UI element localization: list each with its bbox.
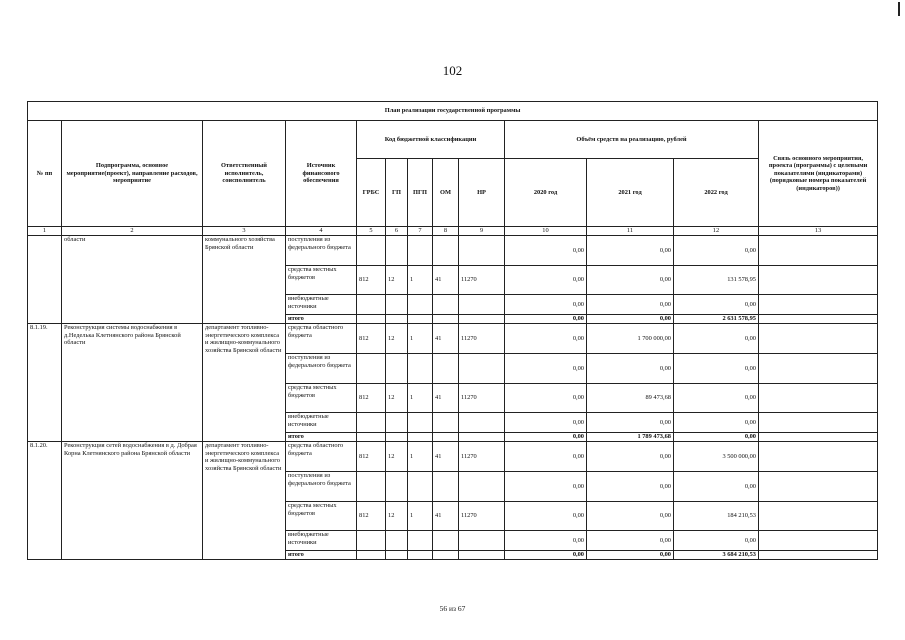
- amount-2022: 0,00: [674, 472, 759, 502]
- code-nr: 11270: [459, 266, 505, 295]
- code-pgp: [408, 413, 433, 433]
- code-grbs: [357, 236, 386, 266]
- amount-2020: 0,00: [505, 472, 587, 502]
- row-number: 8.1.19.: [28, 324, 62, 442]
- indicator-link: [759, 324, 878, 354]
- code-om: 41: [433, 502, 459, 531]
- code-nr: [459, 236, 505, 266]
- funding-source: средства местных бюджетов: [286, 502, 357, 531]
- total-code-cell: [433, 551, 459, 560]
- header-gp: ГП: [386, 159, 408, 227]
- code-pgp: 1: [408, 266, 433, 295]
- amount-2022: 0,00: [674, 236, 759, 266]
- code-om: [433, 236, 459, 266]
- indicator-link: [759, 442, 878, 472]
- indicator-link: [759, 266, 878, 295]
- code-gp: [386, 295, 408, 315]
- code-om: [433, 413, 459, 433]
- total-label: итого: [286, 433, 357, 442]
- funding-source: средства областного бюджета: [286, 442, 357, 472]
- row-number: 8.1.20.: [28, 442, 62, 560]
- code-grbs: [357, 295, 386, 315]
- header-pgp: ПГП: [408, 159, 433, 227]
- funding-source: средства областного бюджета: [286, 324, 357, 354]
- indicator-link: [759, 502, 878, 531]
- total-code-cell: [386, 551, 408, 560]
- amount-2020: 0,00: [505, 413, 587, 433]
- total-code-cell: [357, 433, 386, 442]
- code-nr: 11270: [459, 502, 505, 531]
- funding-source: поступления из федерального бюджета: [286, 354, 357, 384]
- amount-2022: 0,00: [674, 384, 759, 413]
- code-grbs: [357, 413, 386, 433]
- column-number: 7: [408, 227, 433, 236]
- header-grbs: ГРБС: [357, 159, 386, 227]
- total-code-cell: [459, 433, 505, 442]
- funding-source: поступления из федерального бюджета: [286, 472, 357, 502]
- code-om: [433, 295, 459, 315]
- total-2021: 0,00: [587, 315, 674, 324]
- amount-2021: 0,00: [587, 531, 674, 551]
- code-om: [433, 531, 459, 551]
- total-code-cell: [408, 433, 433, 442]
- amount-2020: 0,00: [505, 354, 587, 384]
- code-pgp: [408, 236, 433, 266]
- code-nr: [459, 413, 505, 433]
- code-pgp: [408, 472, 433, 502]
- code-gp: 12: [386, 384, 408, 413]
- total-2021: 0,00: [587, 551, 674, 560]
- amount-2020: 0,00: [505, 442, 587, 472]
- amount-2021: 0,00: [587, 295, 674, 315]
- amount-2021: 89 473,68: [587, 384, 674, 413]
- code-om: 41: [433, 442, 459, 472]
- total-indicator-link: [759, 315, 878, 324]
- responsible-executor: коммунального хозяйства Брянской области: [203, 236, 286, 324]
- amount-2020: 0,00: [505, 324, 587, 354]
- code-gp: 12: [386, 266, 408, 295]
- code-om: [433, 472, 459, 502]
- amount-2020: 0,00: [505, 502, 587, 531]
- page-number: 102: [442, 63, 463, 78]
- amount-2021: 1 700 000,00: [587, 324, 674, 354]
- code-grbs: [357, 354, 386, 384]
- total-label: итого: [286, 551, 357, 560]
- code-gp: [386, 354, 408, 384]
- funding-source: внебюджетные источники: [286, 295, 357, 315]
- total-code-cell: [386, 433, 408, 442]
- table-row: [28, 236, 878, 266]
- code-grbs: 812: [357, 324, 386, 354]
- amount-2021: 0,00: [587, 266, 674, 295]
- measure-name: области: [62, 236, 203, 324]
- scan-edge-mark: [898, 2, 900, 16]
- header-om: ОМ: [433, 159, 459, 227]
- table-title: План реализации государственной программы: [28, 102, 878, 121]
- indicator-link: [759, 384, 878, 413]
- column-number: 3: [203, 227, 286, 236]
- amount-2022: 0,00: [674, 295, 759, 315]
- code-pgp: 1: [408, 324, 433, 354]
- code-nr: 11270: [459, 324, 505, 354]
- total-indicator-link: [759, 551, 878, 560]
- program-plan-table: [27, 101, 878, 560]
- funding-source: внебюджетные источники: [286, 413, 357, 433]
- code-pgp: [408, 354, 433, 384]
- table-row: [28, 324, 878, 354]
- total-code-cell: [459, 315, 505, 324]
- code-nr: [459, 531, 505, 551]
- column-number: 6: [386, 227, 408, 236]
- header-2022: 2022 год: [674, 159, 759, 227]
- indicator-link: [759, 354, 878, 384]
- amount-2021: 0,00: [587, 442, 674, 472]
- table-row: [28, 442, 878, 472]
- column-number: 1: [28, 227, 62, 236]
- total-2022: 3 684 210,53: [674, 551, 759, 560]
- amount-2020: 0,00: [505, 531, 587, 551]
- code-pgp: 1: [408, 384, 433, 413]
- header-2020: 2020 год: [505, 159, 587, 227]
- row-number: [28, 236, 62, 324]
- code-pgp: [408, 295, 433, 315]
- amount-2022: 0,00: [674, 531, 759, 551]
- total-code-cell: [357, 315, 386, 324]
- indicator-link: [759, 295, 878, 315]
- measure-name: Реконструкция системы водоснабжения в д.Неделька Клетнянского района Брянской области: [62, 324, 203, 442]
- total-2022: 2 631 578,95: [674, 315, 759, 324]
- amount-2022: 0,00: [674, 354, 759, 384]
- amount-2021: 0,00: [587, 502, 674, 531]
- code-nr: [459, 295, 505, 315]
- page-footer: 56 из 67: [439, 604, 466, 613]
- responsible-executor: департамент топливно-энергетического комплекса и жилищно-коммунального хозяйства Брянской области: [203, 442, 286, 560]
- code-nr: 11270: [459, 384, 505, 413]
- header-indicator-link: Связь основного мероприятия, проекта (программы) с целевыми показателями (индикаторами) (порядковые номера показателей (индикаторов)): [759, 121, 878, 227]
- total-2021: 1 789 473,68: [587, 433, 674, 442]
- header-name: Подпрограмма, основное мероприятие(проект), направление расходов, мероприятие: [62, 121, 203, 227]
- measure-name: Реконструкция сетей водоснабжения в д. Добрая Корна Клетнянского района Брянской области: [62, 442, 203, 560]
- column-number: 2: [62, 227, 203, 236]
- column-number: 5: [357, 227, 386, 236]
- amount-2021: 0,00: [587, 236, 674, 266]
- indicator-link: [759, 413, 878, 433]
- total-code-cell: [459, 551, 505, 560]
- header-2021: 2021 год: [587, 159, 674, 227]
- indicator-link: [759, 236, 878, 266]
- code-gp: [386, 531, 408, 551]
- code-om: 41: [433, 384, 459, 413]
- total-indicator-link: [759, 433, 878, 442]
- code-grbs: 812: [357, 384, 386, 413]
- amount-2020: 0,00: [505, 295, 587, 315]
- total-label: итого: [286, 315, 357, 324]
- amount-2022: 3 500 000,00: [674, 442, 759, 472]
- code-gp: [386, 413, 408, 433]
- column-number: 4: [286, 227, 357, 236]
- amount-2021: 0,00: [587, 354, 674, 384]
- amount-2022: 0,00: [674, 413, 759, 433]
- header-budget-code-group: Код бюджетной классификации: [357, 121, 505, 159]
- funding-source: средства местных бюджетов: [286, 266, 357, 295]
- header-source: Источник финансового обеспечения: [286, 121, 357, 227]
- amount-2020: 0,00: [505, 236, 587, 266]
- column-number: 12: [674, 227, 759, 236]
- code-nr: [459, 354, 505, 384]
- code-gp: 12: [386, 502, 408, 531]
- responsible-executor: департамент топливно-энергетического комплекса и жилищно-коммунального хозяйства Брянской области: [203, 324, 286, 442]
- funding-source: внебюджетные источники: [286, 531, 357, 551]
- amount-2020: 0,00: [505, 384, 587, 413]
- code-gp: 12: [386, 324, 408, 354]
- code-nr: [459, 472, 505, 502]
- header-responsible: Ответственный исполнитель, соисполнитель: [203, 121, 286, 227]
- code-pgp: 1: [408, 442, 433, 472]
- total-code-cell: [357, 551, 386, 560]
- indicator-link: [759, 531, 878, 551]
- amount-2022: 131 578,95: [674, 266, 759, 295]
- total-code-cell: [433, 315, 459, 324]
- code-pgp: [408, 531, 433, 551]
- column-number: 10: [505, 227, 587, 236]
- code-pgp: 1: [408, 502, 433, 531]
- header-funds-group: Объём средств на реализацию, рублей: [505, 121, 759, 159]
- code-om: 41: [433, 324, 459, 354]
- code-grbs: 812: [357, 502, 386, 531]
- code-nr: 11270: [459, 442, 505, 472]
- total-2020: 0,00: [505, 315, 587, 324]
- code-om: 41: [433, 266, 459, 295]
- total-code-cell: [433, 433, 459, 442]
- code-om: [433, 354, 459, 384]
- code-grbs: 812: [357, 442, 386, 472]
- total-2022: 0,00: [674, 433, 759, 442]
- code-gp: 12: [386, 442, 408, 472]
- funding-source: поступления из федерального бюджета: [286, 236, 357, 266]
- total-code-cell: [408, 551, 433, 560]
- amount-2021: 0,00: [587, 472, 674, 502]
- column-number: 8: [433, 227, 459, 236]
- column-number: 9: [459, 227, 505, 236]
- amount-2022: 184 210,53: [674, 502, 759, 531]
- funding-source: средства местных бюджетов: [286, 384, 357, 413]
- code-grbs: 812: [357, 266, 386, 295]
- amount-2020: 0,00: [505, 266, 587, 295]
- total-code-cell: [408, 315, 433, 324]
- total-code-cell: [386, 315, 408, 324]
- code-grbs: [357, 531, 386, 551]
- code-gp: [386, 472, 408, 502]
- code-gp: [386, 236, 408, 266]
- total-2020: 0,00: [505, 433, 587, 442]
- amount-2021: 0,00: [587, 413, 674, 433]
- amount-2022: 0,00: [674, 324, 759, 354]
- code-grbs: [357, 472, 386, 502]
- column-number: 13: [759, 227, 878, 236]
- indicator-link: [759, 472, 878, 502]
- header-nr: НР: [459, 159, 505, 227]
- total-2020: 0,00: [505, 551, 587, 560]
- header-no: № пп: [28, 121, 62, 227]
- column-number: 11: [587, 227, 674, 236]
